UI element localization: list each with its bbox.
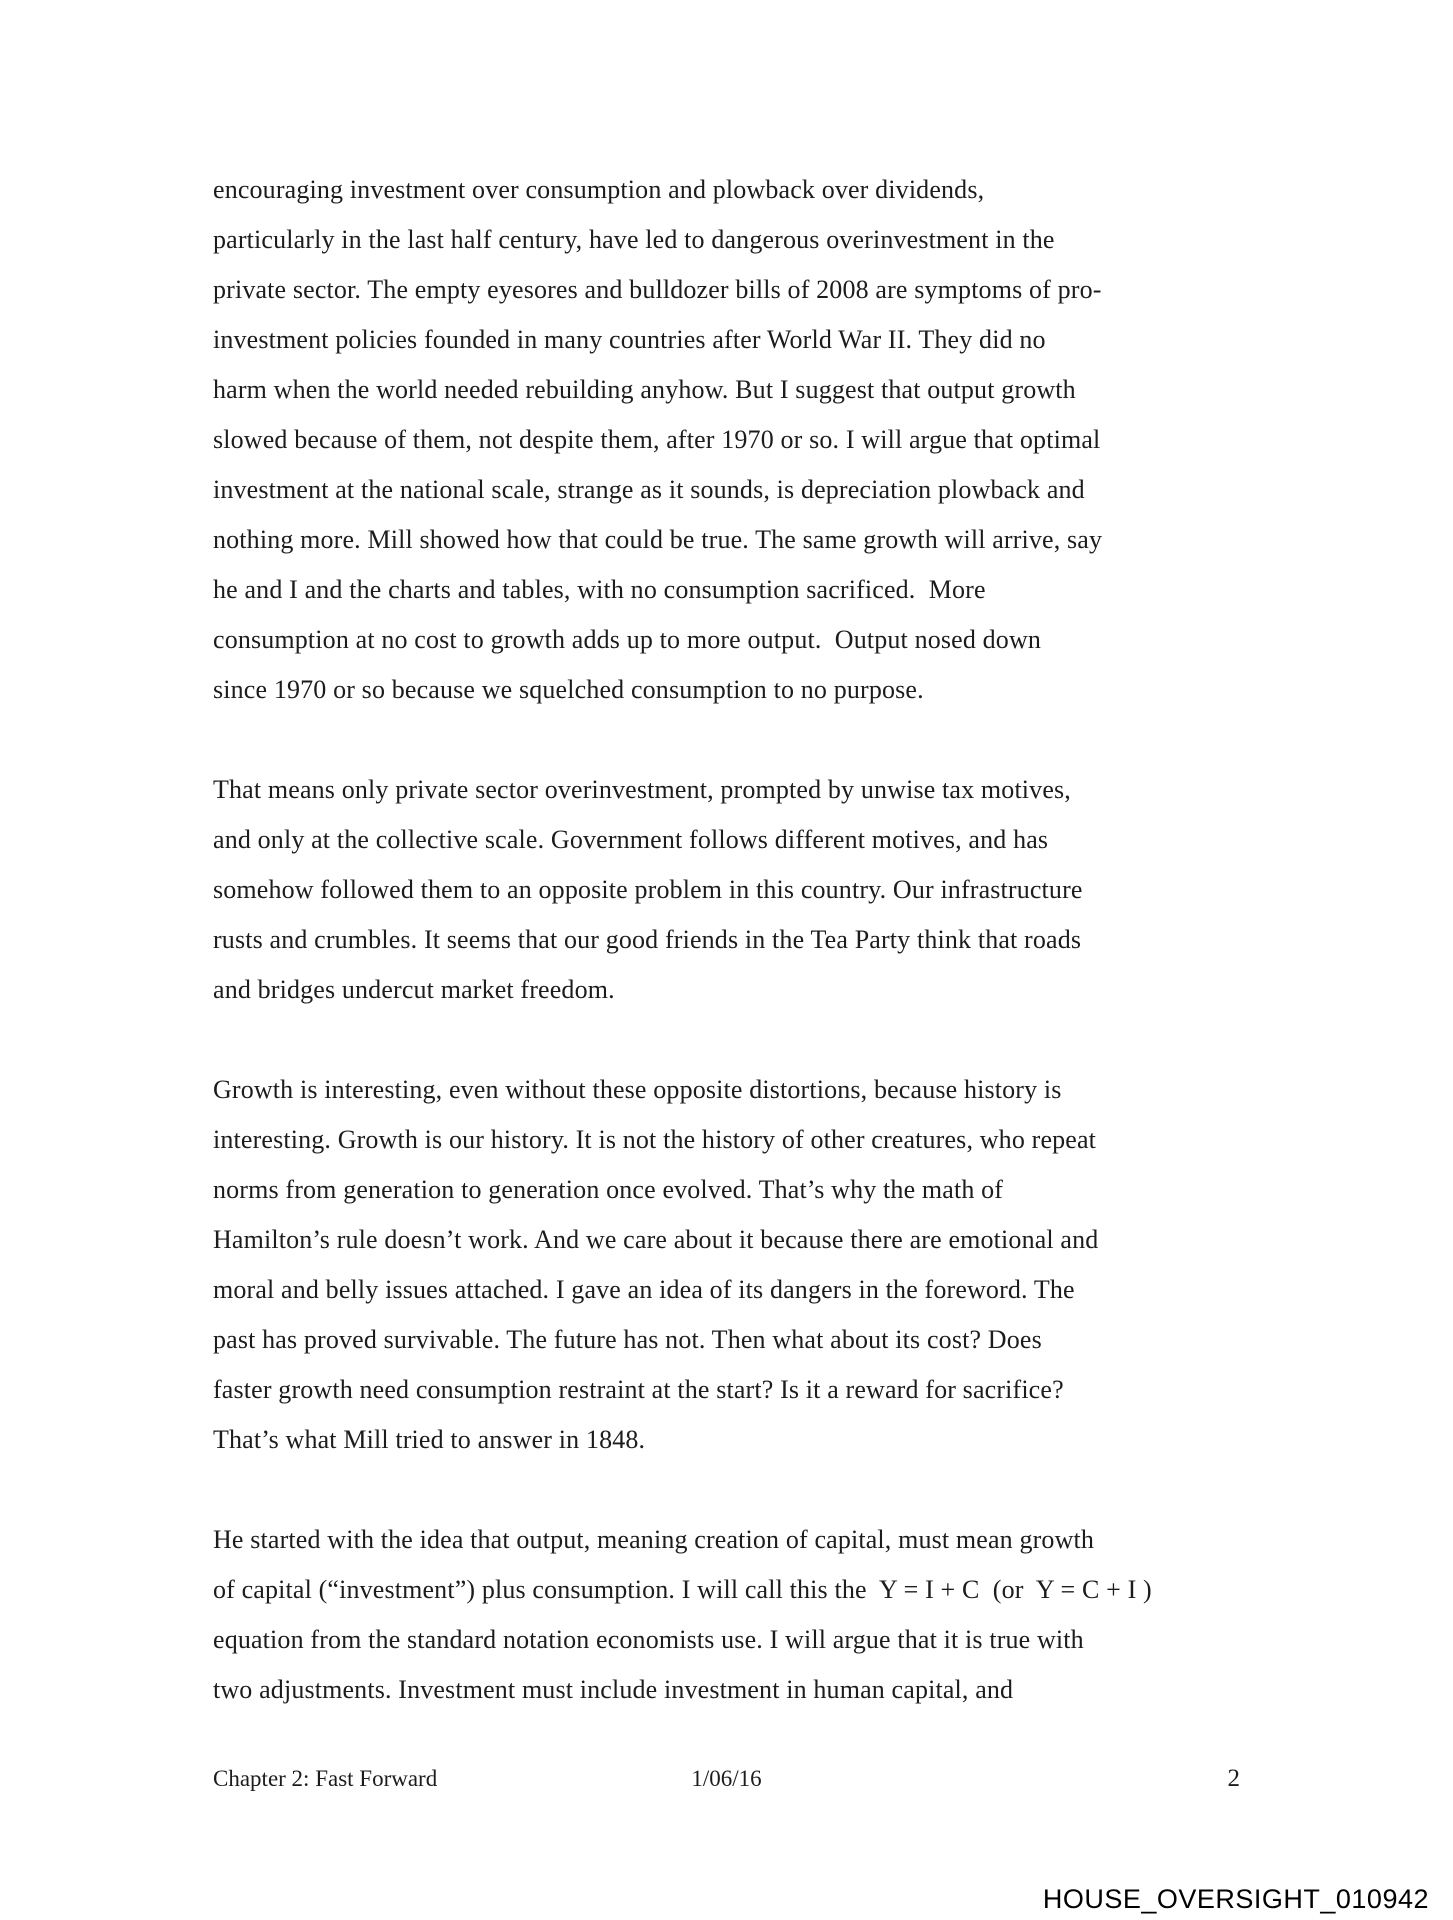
text-line: harm when the world needed rebuilding anyhow. But I suggest that output growth [213, 375, 1076, 404]
text-line: encouraging investment over consumption and plowback over dividends, [213, 175, 985, 204]
page-number: 2 [1227, 1765, 1240, 1792]
body-paragraphs [213, 165, 1253, 1715]
text-line: nothing more. Mill showed how that could be true. The same growth will arrive, say [213, 525, 1103, 554]
text-line: That means only private sector overinvestment, prompted by unwise tax motives, [213, 775, 1071, 804]
text-line: faster growth need consumption restraint at the start? Is it a reward for sacrifice? [213, 1375, 1064, 1404]
text-line: interesting. Growth is our history. It is not the history of other creatures, who repeat [213, 1125, 1097, 1154]
text-line: investment at the national scale, strange as it sounds, is depreciation plowback and [213, 475, 1085, 504]
text-line: norms from generation to generation once evolved. That’s why the math of [213, 1175, 1004, 1204]
text-line: of capital (“investment”) plus consumption. I will call this the Y = I + C (or Y = C + I ) [213, 1575, 1152, 1604]
paragraph [213, 765, 1253, 1015]
text-line: moral and belly issues attached. I gave an idea of its dangers in the foreword. The [213, 1275, 1075, 1304]
page-footer [213, 1763, 1240, 1795]
text-line: past has proved survivable. The future has not. Then what about its cost? Does [213, 1325, 1042, 1354]
text-line: rusts and crumbles. It seems that our good friends in the Tea Party think that roads [213, 925, 1082, 954]
paragraph [213, 165, 1253, 715]
footer-date: 1/06/16 [691, 1766, 762, 1791]
footer-chapter-label: Chapter 2: Fast Forward [213, 1766, 438, 1791]
text-line: particularly in the last half century, have led to dangerous overinvestment in the [213, 225, 1055, 254]
text-line: since 1970 or so because we squelched consumption to no purpose. [213, 675, 924, 704]
paragraph [213, 1515, 1253, 1715]
text-line: equation from the standard notation economists use. I will argue that it is true with [213, 1625, 1084, 1654]
text-line: slowed because of them, not despite them, after 1970 or so. I will argue that optimal [213, 425, 1101, 454]
text-line: two adjustments. Investment must include investment in human capital, and [213, 1675, 1014, 1704]
page-body [213, 165, 1253, 1765]
text-line: That’s what Mill tried to answer in 1848. [213, 1425, 646, 1454]
paragraph [213, 1065, 1253, 1465]
text-line: investment policies founded in many countries after World War II. They did no [213, 325, 1046, 354]
bates-stamp: HOUSE_OVERSIGHT_010942 [1042, 1884, 1429, 1914]
text-line: he and I and the charts and tables, with no consumption sacrificed. More [213, 575, 986, 604]
text-line: He started with the idea that output, meaning creation of capital, must mean growth [213, 1525, 1095, 1554]
text-line: and bridges undercut market freedom. [213, 975, 615, 1004]
text-line: somehow followed them to an opposite problem in this country. Our infrastructure [213, 875, 1083, 904]
text-line: Hamilton’s rule doesn’t work. And we care about it because there are emotional and [213, 1225, 1099, 1254]
text-line: and only at the collective scale. Government follows different motives, and has [213, 825, 1049, 854]
text-line: consumption at no cost to growth adds up to more output. Output nosed down [213, 625, 1042, 654]
text-line: Growth is interesting, even without these opposite distortions, because history is [213, 1075, 1062, 1104]
text-line: private sector. The empty eyesores and bulldozer bills of 2008 are symptoms of pro- [213, 275, 1102, 304]
